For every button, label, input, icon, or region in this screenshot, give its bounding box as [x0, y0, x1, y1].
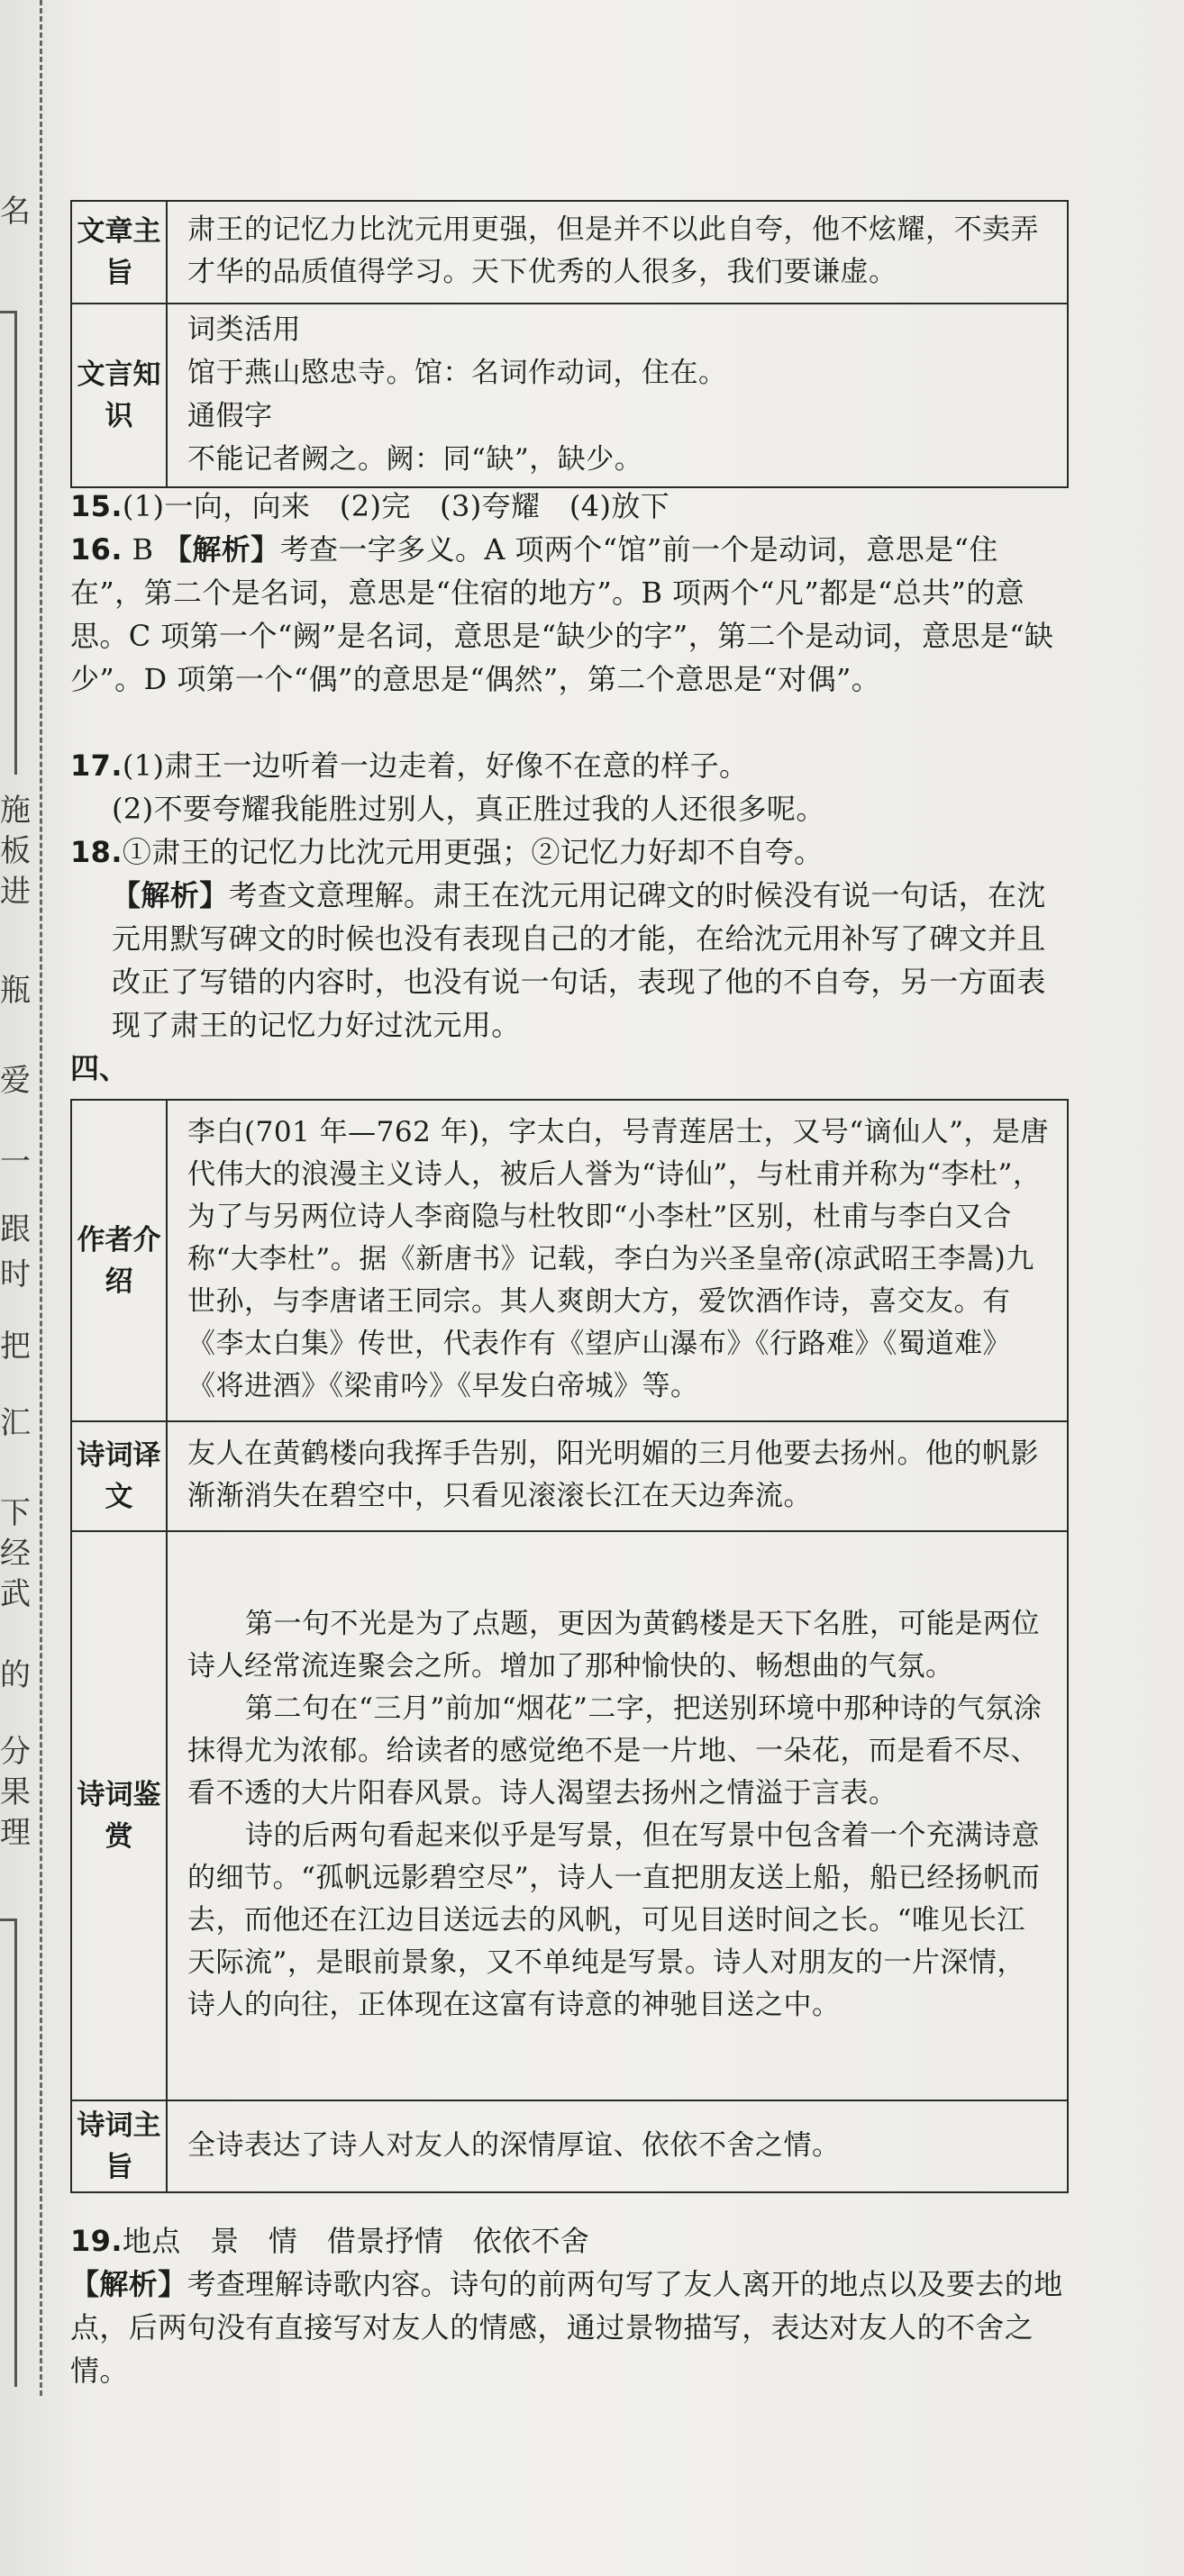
table-cell: 全诗表达了诗人对友人的深情厚谊、依依不舍之情。 — [167, 2100, 1068, 2192]
question-number: 19. — [70, 2224, 123, 2258]
margin-char: 下 — [0, 1495, 31, 1531]
answer-line: (2)不要夸耀我能胜过别人，真正胜过我的人还很多呢。 — [112, 792, 825, 826]
question-16 — [70, 528, 1070, 701]
answer-choice: B — [132, 532, 154, 567]
margin-char: 理 — [0, 1815, 31, 1851]
analysis-tag: 【解析】 — [70, 2267, 187, 2301]
table-line: 馆于燕山愍忠寺。馆：名词作动词，住在。 — [187, 357, 727, 389]
margin-char: 武 — [0, 1576, 31, 1612]
table-cell: 李白(701 年—762 年)，字太白，号青莲居士，又号“谪仙人”，是唐代伟大的浪漫主义诗人，被后人誉为“诗仙”，与杜甫并称为“李杜”，为了与另两位诗人李商隐与杜牧即“小李杜”区别，杜甫与李白又合称“大李杜”。据《新唐书》记载，李白为兴圣皇帝(凉武昭王李暠)九世孙，与李唐诸王同宗。其人爽朗大方，爱饮酒作诗，喜交友。有《李太白集》传世，代表作有《望庐山瀑布》《行路难》《蜀道难》《将进酒》《梁甫吟》《早发白帝城》等。 — [167, 1100, 1068, 1421]
section-heading: 四、 — [70, 1051, 129, 1085]
margin-char: 分 — [0, 1734, 31, 1770]
appreciation-paragraph: 诗的后两句看起来似乎是写景，但在写景中包含着一个充满诗意的细节。“孤帆远影碧空尽”，诗人一直把朋友送上船，船已经扬帆而去，而他还在江边目送远去的风帆，可见目送时间之长。“唯见长江天际流”，是眼前景象，又不单纯是写景。诗人对朋友的一片深情，诗人的向往，正体现在这富有诗意的神驰目送之中。 — [187, 1819, 1041, 2021]
margin-char: 爱 — [0, 1063, 31, 1099]
appreciation-paragraph: 第二句在“三月”前加“烟花”二字，把送别环境中那种诗的气氛涂抹得尤为浓郁。给读者的感觉绝不是一片地、一朵花，而是看不尽、看不透的大片阳春风景。诗人渴望去扬州之情溢于言表。 — [187, 1692, 1043, 1810]
question-18 — [70, 830, 1070, 1047]
poem-table — [70, 1099, 1069, 2193]
binding-dashed-line — [40, 0, 42, 2396]
analysis-tag: 【解析】 — [162, 532, 280, 567]
table-label: 作者介绍 — [71, 1100, 167, 1421]
margin-char: 跟 — [0, 1211, 31, 1247]
margin-char: 的 — [0, 1657, 31, 1693]
table-row — [71, 1421, 1068, 1531]
question-17 — [70, 744, 1070, 830]
margin-char: 汇 — [0, 1405, 31, 1441]
table-label: 文言知识 — [71, 304, 167, 487]
answer-text: (1)一向，向来 (2)完 (3)夸耀 (4)放下 — [122, 489, 670, 523]
question-number: 15. — [70, 489, 123, 523]
question-number: 18. — [70, 835, 123, 869]
question-number: 17. — [70, 748, 123, 783]
analysis-text: 考查理解诗歌内容。诗句的前两句写了友人离开的地点以及要去的地点，后两句没有直接写对友人的情感，通过景物描写，表达对友人的不舍之情。 — [70, 2267, 1063, 2388]
table-row — [71, 1100, 1068, 1421]
table-cell: 肃王的记忆力比沈元用更强，但是并不以此自夸，他不炫耀，不卖弄才华的品质值得学习。天下优秀的人很多，我们要谦虚。 — [167, 201, 1068, 304]
table-row — [71, 201, 1068, 304]
analysis-text: 考查文意理解。肃王在沈元用记碑文的时候没有说一句话，在沈元用默写碑文的时候也没有表现自己的才能，在给沈元用补写了碑文并且改正了写错的内容时，也没有说一句话，表现了他的不自夸，另一方面表现了肃王的记忆力好过沈元用。 — [112, 878, 1046, 1042]
table-label: 诗词主旨 — [71, 2100, 167, 2192]
table-cell: 友人在黄鹤楼向我挥手告别，阳光明媚的三月他要去扬州。他的帆影渐渐消失在碧空中，只看见滚滚长江在天边奔流。 — [167, 1421, 1068, 1531]
margin-char: 名 — [0, 194, 31, 230]
question-number: 16. — [70, 532, 123, 567]
table-label: 诗词译文 — [71, 1421, 167, 1531]
table-line: 词类活用 — [187, 313, 301, 346]
table-line: 通假字 — [187, 400, 273, 432]
summary-table — [70, 200, 1069, 488]
margin-rule — [14, 1918, 17, 2387]
table-row — [71, 1531, 1068, 2100]
table-cell — [167, 304, 1068, 487]
table-row — [71, 2100, 1068, 2192]
appreciation-paragraph: 第一句不光是为了点题，更因为黄鹤楼是天下名胜，可能是两位诗人经常流连聚会之所。增加了那种愉快的、畅想曲的气氛。 — [187, 1608, 1040, 1683]
answer-line: (1)肃王一边听着一边走着，好像不在意的样子。 — [122, 748, 749, 783]
margin-char: 施 — [0, 793, 31, 829]
table-label: 文章主旨 — [71, 201, 167, 304]
left-margin-fragments — [0, 0, 40, 2576]
table-row — [71, 304, 1068, 487]
table-cell — [167, 1531, 1068, 2100]
margin-char: 果 — [0, 1774, 31, 1810]
margin-char: 把 — [0, 1329, 31, 1365]
answer-text: ①肃王的记忆力比沈元用更强；②记忆力好却不自夸。 — [122, 835, 824, 869]
question-19 — [70, 2219, 1070, 2392]
margin-char: 经 — [0, 1536, 31, 1572]
analysis-text: 考查一字多义。A 项两个“馆”前一个是动词，意思是“住在”，第二个是名词，意思是“住宿的地方”。B 项两个“凡”都是“总共”的意思。C 项第一个“阙”是名词，意思是“缺少的字”，第二个是动词，意思是“缺少”。D 项第一个“偶”的意思是“偶然”，第二个意思是“对偶”。 — [70, 532, 1054, 696]
margin-char: 板 — [0, 833, 31, 869]
analysis-tag: 【解析】 — [112, 878, 229, 912]
table-line: 不能记者阙之。阙：同“缺”，缺少。 — [187, 443, 643, 476]
margin-rule — [14, 311, 17, 775]
margin-char: 进 — [0, 874, 31, 910]
question-15 — [70, 485, 1070, 528]
answer-text: 地点 景 情 借景抒情 依依不舍 — [122, 2224, 590, 2258]
margin-char: 时 — [0, 1256, 31, 1293]
margin-char: 一 — [0, 1144, 31, 1180]
table-label: 诗词鉴赏 — [71, 1531, 167, 2100]
margin-char: 瓶 — [0, 973, 31, 1009]
